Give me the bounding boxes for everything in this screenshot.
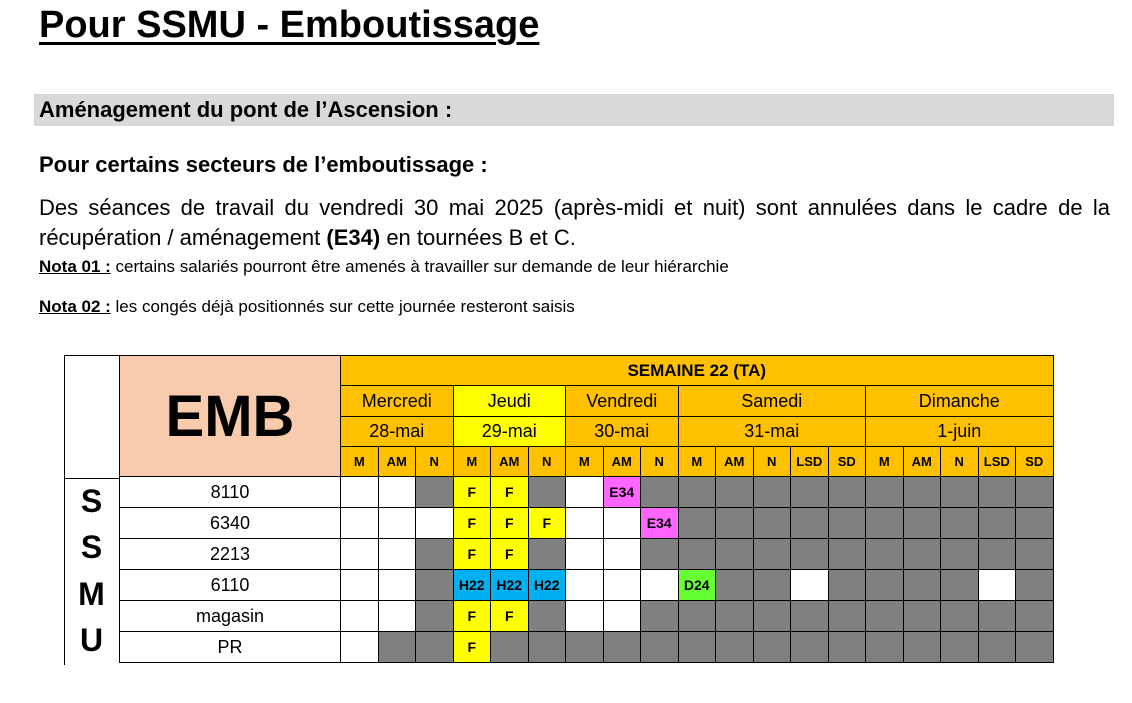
- emb-header-cell: EMB: [119, 355, 341, 477]
- schedule-cell: [940, 507, 979, 539]
- schedule-cell: [828, 476, 867, 508]
- schedule-cell: [865, 600, 904, 632]
- schedule-cell: [340, 476, 379, 508]
- shift-header: N: [640, 446, 679, 477]
- schedule-cell: [415, 538, 454, 570]
- schedule-cell: [715, 538, 754, 570]
- nota-01-text: certains salariés pourront être amenés à travailler sur demande de leur hiérarchie: [110, 257, 729, 276]
- schedule-cell: [903, 538, 942, 570]
- schedule-cell: [378, 538, 417, 570]
- schedule-cell: [865, 476, 904, 508]
- sector-label: 6110: [119, 569, 341, 601]
- schedule-cell: [978, 538, 1017, 570]
- schedule-cell: [753, 569, 792, 601]
- shift-header: N: [940, 446, 979, 477]
- sector-label: magasin: [119, 600, 341, 632]
- schedule-cell: [790, 507, 829, 539]
- schedule-cell: [865, 631, 904, 663]
- schedule-cell: [340, 600, 379, 632]
- schedule-cell: [790, 631, 829, 663]
- schedule-cell: [903, 631, 942, 663]
- schedule-cell: [978, 600, 1017, 632]
- schedule-cell: [940, 538, 979, 570]
- shift-header: LSD: [790, 446, 829, 477]
- date-header: 1-juin: [865, 416, 1054, 447]
- schedule-cell: [340, 538, 379, 570]
- schedule-cell: [528, 538, 567, 570]
- schedule-cell: [603, 538, 642, 570]
- schedule-cell: [753, 476, 792, 508]
- paragraph-code: (E34): [326, 225, 381, 250]
- schedule-cell: [565, 507, 604, 539]
- schedule-cell: [903, 507, 942, 539]
- schedule-cell: [378, 476, 417, 508]
- subheading: Pour certains secteurs de l’emboutissage :: [39, 152, 488, 177]
- schedule-cell: [603, 507, 642, 539]
- schedule-cell: [790, 538, 829, 570]
- nota-01-label: Nota 01 :: [39, 257, 111, 276]
- schedule-cell: D24: [678, 569, 717, 601]
- schedule-cell: [903, 600, 942, 632]
- schedule-cell: [753, 507, 792, 539]
- shift-header: N: [753, 446, 792, 477]
- schedule-cell: [678, 538, 717, 570]
- schedule-cell: [340, 569, 379, 601]
- shift-header: N: [415, 446, 454, 477]
- ssmu-side-label: [64, 478, 119, 664]
- schedule-cell: [1015, 476, 1054, 508]
- paragraph-text: Des séances de travail du vendredi 30 mai 2025 (après-midi et nuit) sont annulées dans le cadre de la récupération / aménagement: [39, 195, 1110, 250]
- day-header: Dimanche: [865, 385, 1054, 417]
- schedule-cell: [415, 569, 454, 601]
- schedule-cell: F: [528, 507, 567, 539]
- shift-header: SD: [828, 446, 867, 477]
- schedule-cell: H22: [528, 569, 567, 601]
- schedule-cell: [940, 600, 979, 632]
- table-top-rule: [64, 355, 119, 356]
- day-header: Jeudi: [453, 385, 567, 417]
- day-header: Vendredi: [565, 385, 679, 417]
- schedule-cell: E34: [640, 507, 679, 539]
- schedule-cell: [528, 600, 567, 632]
- schedule-cell: [715, 569, 754, 601]
- schedule-cell: E34: [603, 476, 642, 508]
- schedule-cell: [640, 569, 679, 601]
- schedule-cell: [415, 631, 454, 663]
- date-header: 30-mai: [565, 416, 679, 447]
- schedule-cell: [678, 600, 717, 632]
- schedule-cell: [715, 476, 754, 508]
- schedule-cell: F: [490, 476, 529, 508]
- schedule-cell: [378, 507, 417, 539]
- schedule-cell: [828, 600, 867, 632]
- schedule-cell: [340, 631, 379, 663]
- schedule-cell: [828, 569, 867, 601]
- schedule-cell: [528, 631, 567, 663]
- schedule-cell: [978, 507, 1017, 539]
- sector-label: 8110: [119, 476, 341, 508]
- schedule-cell: [865, 569, 904, 601]
- day-header: Samedi: [678, 385, 867, 417]
- schedule-cell: [978, 631, 1017, 663]
- schedule-cell: H22: [490, 569, 529, 601]
- schedule-cell: [903, 569, 942, 601]
- schedule-cell: [528, 476, 567, 508]
- schedule-cell: [940, 476, 979, 508]
- schedule-cell: [940, 569, 979, 601]
- shift-header: M: [340, 446, 379, 477]
- schedule-cell: F: [490, 507, 529, 539]
- schedule-cell: [1015, 631, 1054, 663]
- schedule-cell: [978, 569, 1017, 601]
- shift-header: M: [453, 446, 492, 477]
- date-header: 31-mai: [678, 416, 867, 447]
- shift-header: AM: [903, 446, 942, 477]
- week-header: SEMAINE 22 (TA): [340, 355, 1054, 386]
- ssmu-letter: S: [80, 529, 103, 566]
- ssmu-letter: S: [80, 482, 103, 519]
- schedule-cell: [678, 507, 717, 539]
- schedule-cell: [640, 476, 679, 508]
- schedule-cell: [565, 569, 604, 601]
- schedule-cell: [640, 631, 679, 663]
- schedule-cell: [565, 476, 604, 508]
- schedule-cell: [378, 631, 417, 663]
- schedule-cell: [490, 631, 529, 663]
- schedule-cell: H22: [453, 569, 492, 601]
- sector-label: 2213: [119, 538, 341, 570]
- schedule-cell: [640, 600, 679, 632]
- schedule-cell: [603, 631, 642, 663]
- schedule-cell: [715, 631, 754, 663]
- date-header: 28-mai: [340, 416, 454, 447]
- schedule-cell: [978, 476, 1017, 508]
- schedule-cell: [715, 600, 754, 632]
- schedule-cell: F: [453, 631, 492, 663]
- day-header: Mercredi: [340, 385, 454, 417]
- shift-header: AM: [378, 446, 417, 477]
- schedule-cell: [828, 507, 867, 539]
- schedule-cell: [603, 569, 642, 601]
- schedule-cell: [415, 600, 454, 632]
- shift-header: SD: [1015, 446, 1054, 477]
- schedule-cell: [565, 600, 604, 632]
- page-title: Pour SSMU - Emboutissage: [39, 4, 540, 46]
- schedule-cell: [678, 631, 717, 663]
- schedule-cell: [378, 569, 417, 601]
- schedule-cell: F: [490, 600, 529, 632]
- schedule-cell: [1015, 569, 1054, 601]
- shift-header: AM: [490, 446, 529, 477]
- schedule-cell: [1015, 600, 1054, 632]
- paragraph-text-end: en tournées B et C.: [380, 225, 576, 250]
- schedule-cell: [940, 631, 979, 663]
- schedule-cell: [378, 600, 417, 632]
- sector-label: 6340: [119, 507, 341, 539]
- ssmu-letter: M: [78, 575, 105, 612]
- schedule-cell: [865, 507, 904, 539]
- shift-header: LSD: [978, 446, 1017, 477]
- date-header: 29-mai: [453, 416, 567, 447]
- schedule-cell: F: [490, 538, 529, 570]
- schedule-cell: [1015, 538, 1054, 570]
- section-title: Aménagement du pont de l’Ascension :: [39, 97, 453, 122]
- schedule-cell: [790, 569, 829, 601]
- schedule-cell: [865, 538, 904, 570]
- schedule-cell: [753, 631, 792, 663]
- shift-header: M: [565, 446, 604, 477]
- schedule-cell: [753, 600, 792, 632]
- schedule-cell: [603, 600, 642, 632]
- schedule-cell: [790, 476, 829, 508]
- schedule-cell: F: [453, 600, 492, 632]
- nota-02-label: Nota 02 :: [39, 297, 111, 316]
- schedule-cell: [415, 507, 454, 539]
- schedule-cell: [903, 476, 942, 508]
- schedule-cell: [565, 631, 604, 663]
- schedule-cell: [340, 507, 379, 539]
- schedule-cell: [715, 507, 754, 539]
- schedule-cell: [828, 538, 867, 570]
- shift-header: M: [678, 446, 717, 477]
- sector-label: PR: [119, 631, 341, 663]
- schedule-cell: F: [453, 507, 492, 539]
- ssmu-letter: U: [79, 622, 104, 659]
- shift-header: AM: [715, 446, 754, 477]
- schedule-cell: [828, 631, 867, 663]
- nota-02-text: les congés déjà positionnés sur cette journée resteront saisis: [110, 297, 575, 316]
- schedule-cell: [790, 600, 829, 632]
- schedule-cell: [565, 538, 604, 570]
- schedule-cell: F: [453, 538, 492, 570]
- schedule-cell: [415, 476, 454, 508]
- schedule-cell: [640, 538, 679, 570]
- schedule-cell: F: [453, 476, 492, 508]
- schedule-cell: [1015, 507, 1054, 539]
- shift-header: N: [528, 446, 567, 477]
- shift-header: AM: [603, 446, 642, 477]
- schedule-cell: [678, 476, 717, 508]
- shift-header: M: [865, 446, 904, 477]
- schedule-cell: [753, 538, 792, 570]
